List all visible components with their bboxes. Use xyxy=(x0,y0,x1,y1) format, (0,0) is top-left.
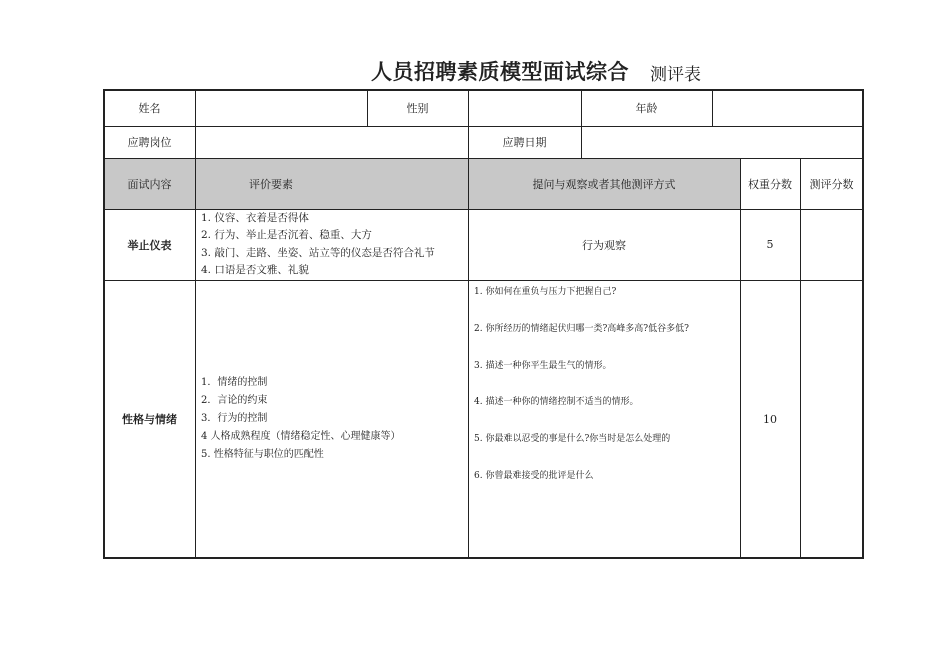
content-personality: 性格与情绪 xyxy=(122,413,177,426)
header-content: 面试内容 xyxy=(127,177,172,191)
header-score: 测评分数 xyxy=(809,177,854,191)
age-label: 年龄 xyxy=(635,102,658,115)
header-method: 提问与观察或者其他测评方式 xyxy=(532,177,676,191)
table-border-right xyxy=(862,89,864,558)
col-divider xyxy=(712,90,713,126)
question-item: 4. 描述一种你的情绪控制不适当的情形。 xyxy=(474,397,639,408)
element-item: 1. 仪容、衣着是否得体 xyxy=(201,211,309,224)
weight-demeanor: 5 xyxy=(766,238,774,251)
element-item: 2．言论的约束 xyxy=(201,395,268,406)
position-label: 应聘岗位 xyxy=(127,136,172,149)
element-item: 3．行为的控制 xyxy=(201,413,268,424)
question-item: 5. 你最难以忍受的事是什么?你当时是怎么处理的 xyxy=(474,434,671,445)
element-item: 4 人格成熟程度（情绪稳定性、心理健康等） xyxy=(201,431,401,442)
document-title xyxy=(0,56,950,88)
gender-field[interactable] xyxy=(468,90,581,126)
col-divider xyxy=(581,90,582,158)
position-field[interactable] xyxy=(195,126,468,158)
element-item: 2. 行为、举止是否沉着、稳重、大方 xyxy=(201,229,372,241)
col-divider xyxy=(800,158,801,558)
title-main: 人员招聘素质模型面试综合 xyxy=(371,60,629,84)
table-border-left xyxy=(103,89,105,558)
question-item: 6. 你曾最难接受的批评是什么 xyxy=(474,470,594,481)
weight-personality: 10 xyxy=(763,412,777,426)
row-divider xyxy=(104,158,863,159)
name-label: 姓名 xyxy=(138,102,161,115)
question-item: 3. 描述一种你平生最生气的情形。 xyxy=(474,360,612,371)
element-item: 4. 口语是否文雅、礼貌 xyxy=(201,264,309,276)
elements-demeanor xyxy=(195,209,468,280)
header-elements: 评价要素 xyxy=(249,177,293,191)
name-field[interactable] xyxy=(195,90,367,126)
row-divider xyxy=(104,209,863,210)
header-weight: 权重分数 xyxy=(748,177,792,191)
col-divider xyxy=(740,158,741,558)
col-divider xyxy=(468,90,469,558)
element-item: 1．情绪的控制 xyxy=(201,377,268,388)
table-border-bottom xyxy=(103,557,864,559)
element-item: 3. 敲门、走路、坐姿、站立等的仪态是否符合礼节 xyxy=(201,246,435,259)
col-divider xyxy=(195,90,196,558)
gender-label: 性别 xyxy=(406,102,429,115)
date-label: 应聘日期 xyxy=(502,136,547,149)
title-suffix: 测评表 xyxy=(650,65,701,85)
age-field[interactable] xyxy=(712,90,863,126)
score-demeanor[interactable] xyxy=(800,209,863,280)
row-divider xyxy=(104,280,863,281)
questions-personality xyxy=(468,280,740,558)
row-divider xyxy=(104,126,863,127)
content-demeanor: 举止仪表 xyxy=(127,238,172,252)
table-border-top xyxy=(103,89,864,91)
element-item: 5. 性格特征与职位的匹配性 xyxy=(201,449,324,460)
question-item: 1. 你如何在重负与压力下把握自己? xyxy=(474,287,617,297)
score-personality[interactable] xyxy=(800,280,863,558)
method-demeanor: 行为观察 xyxy=(582,238,626,252)
col-divider xyxy=(367,90,368,126)
elements-personality xyxy=(195,280,468,558)
question-item: 2. 你所经历的情绪起伏归哪一类?高峰多高?低谷多低? xyxy=(474,323,689,334)
date-field[interactable] xyxy=(581,126,863,158)
